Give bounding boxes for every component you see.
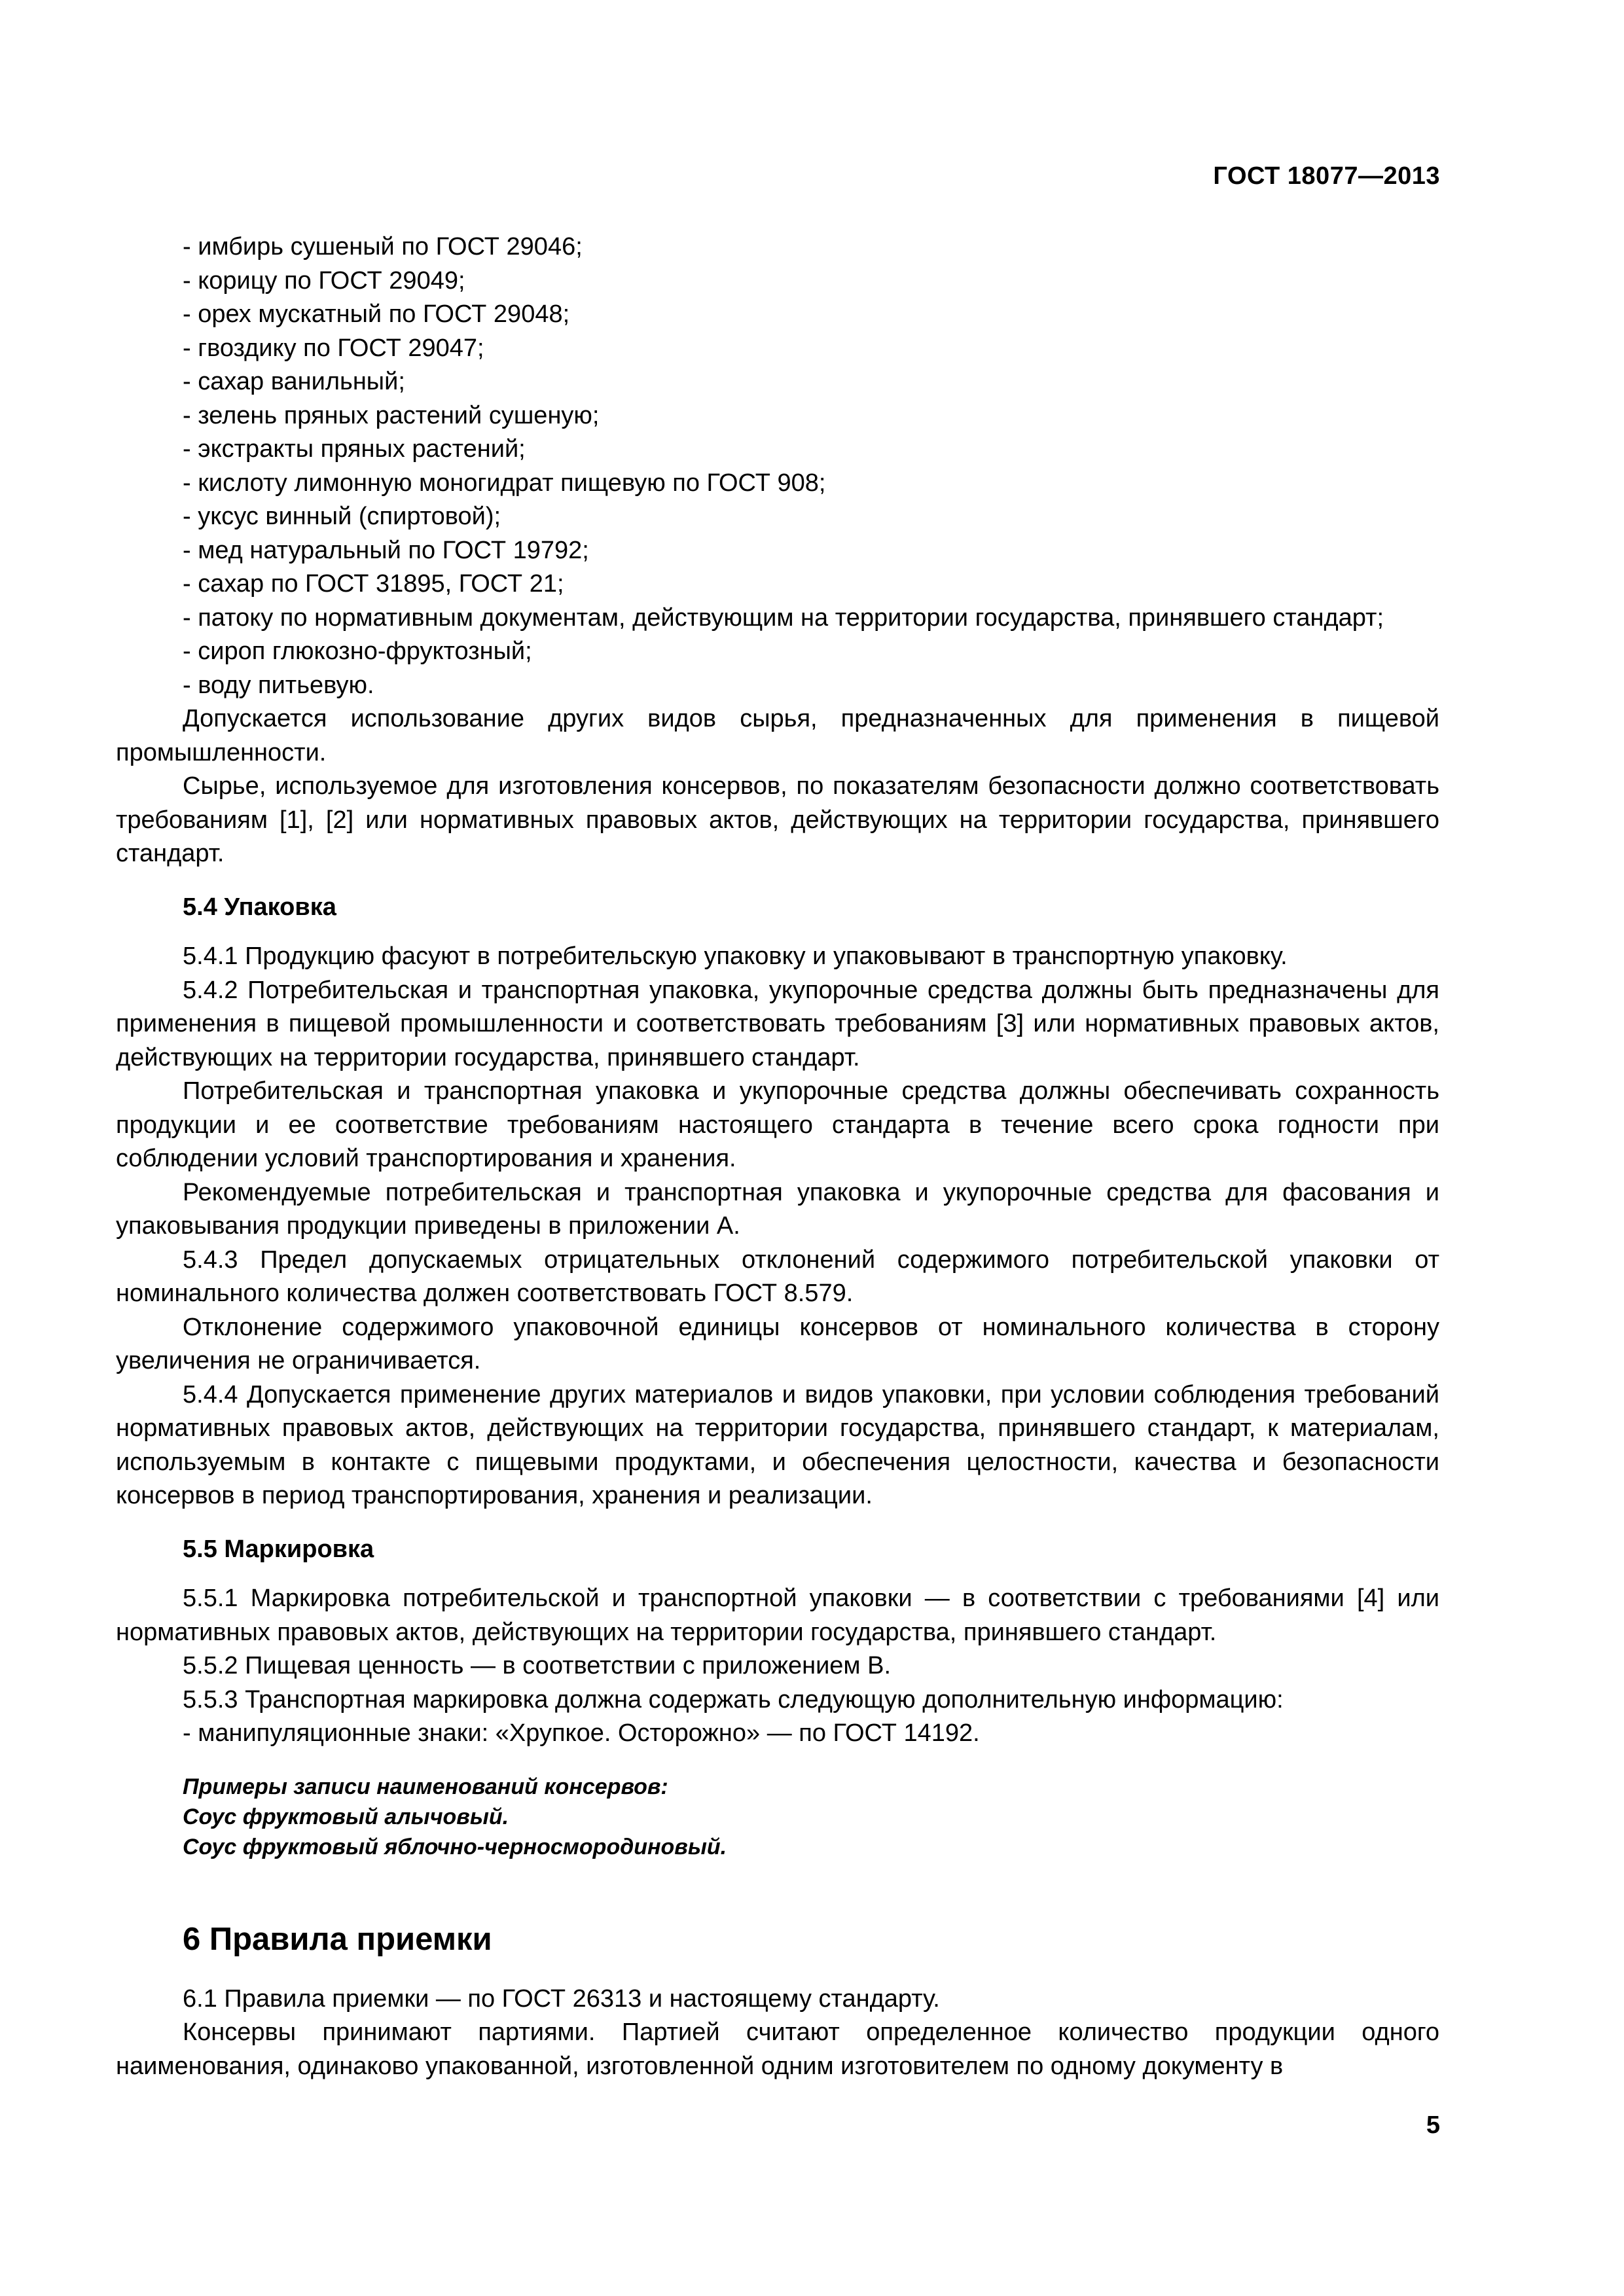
- ingredient-list: [116, 230, 1439, 702]
- paragraph: 5.4.1 Продукцию фасуют в потребительскую упаковку и упаковывают в транспортную упаковку.: [183, 942, 1288, 970]
- section-title-5-5: 5.5 Маркировка: [183, 1535, 374, 1563]
- paragraph: Консервы принимают партиями. Партией считают определенное количество продукции одного наименования, одинаково упакованной, изготовленной одним изготовителем по одному документу в: [116, 2018, 1439, 2080]
- paragraph: Отклонение содержимого упаковочной единицы консервов от номинального количества в сторону увеличения не ограничивается.: [116, 1313, 1439, 1374]
- paragraph: 6.1 Правила приемки — по ГОСТ 26313 и настоящему стандарту.: [183, 1984, 940, 2013]
- list-item: - мед натуральный по ГОСТ 19792;: [183, 536, 589, 564]
- paragraph: 5.4.4 Допускается применение других материалов и видов упаковки, при условии соблюдения требований нормативных правовых актов, действующих на территории государства, принявшего стандарт, к материалам, используемым в контакте с пищевыми продуктами, и обеспечения целостности, качества и безопасности консервов в период транспортирования, хранения и реализации.: [116, 1380, 1439, 1509]
- paragraph: Потребительская и транспортная упаковка и укупорочные средства должны обеспечивать сохранность продукции и ее соответствие требованиям настоящего стандарта в течение всего срока годности при соблюдении условий транспортирования и хранения.: [116, 1077, 1439, 1172]
- paragraph: - манипуляционные знаки: «Хрупкое. Осторожно» — по ГОСТ 14192.: [183, 1719, 980, 1747]
- paragraph: 5.5.3 Транспортная маркировка должна содержать следующую дополнительную информацию:: [183, 1685, 1284, 1713]
- list-item: - корицу по ГОСТ 29049;: [183, 266, 465, 295]
- paragraph: 5.4.3 Предел допускаемых отрицательных отклонений содержимого потребительской упаковки от номинального количества должен соответствовать ГОСТ 8.579.: [116, 1246, 1439, 1307]
- example-item: Соус фруктовый яблочно-черносмородиновый.: [183, 1834, 727, 1859]
- list-item: - сироп глюкозно-фруктозный;: [183, 637, 532, 665]
- section-title-6: 6 Правила приемки: [183, 1921, 492, 1957]
- list-item: - сахар по ГОСТ 31895, ГОСТ 21;: [183, 570, 564, 598]
- paragraph: 5.4.2 Потребительская и транспортная упаковка, укупорочные средства должны быть предназначены для применения в пищевой промышленности и соответствовать требованиям [3] или нормативных правовых актов, действующих на территории государства, принявшего стандарт.: [116, 976, 1439, 1071]
- paragraph: 5.5.2 Пищевая ценность — в соответствии с приложением В.: [183, 1652, 892, 1679]
- paragraph: 5.5.1 Маркировка потребительской и транспортной упаковки — в соответствии с требованиями [4] или нормативных правовых актов, действующих на территории государства, принявшего стандарт.: [116, 1585, 1439, 1646]
- section-title-5-4: 5.4 Упаковка: [183, 893, 336, 921]
- list-item: - гвоздику по ГОСТ 29047;: [183, 334, 484, 362]
- document-code-header: ГОСТ 18077—2013: [1213, 162, 1440, 190]
- list-item: - патоку по нормативным документам, действующим на территории государства, принявшего стандарт;: [183, 603, 1384, 632]
- examples-heading: Примеры записи наименований консервов:: [183, 1774, 668, 1799]
- paragraph: Сырье, используемое для изготовления консервов, по показателям безопасности должно соответствовать требованиям [1], [2] или нормативных правовых актов, действующих на территории государства, принявшего стандарт.: [116, 772, 1439, 867]
- list-item: - воду питьевую.: [183, 671, 374, 699]
- examples-block: [183, 1772, 1439, 1862]
- list-item: - кислоту лимонную моногидрат пищевую по ГОСТ 908;: [183, 469, 826, 497]
- page-body: [116, 230, 1439, 2083]
- example-item: Соус фруктовый алычовый.: [183, 1804, 509, 1829]
- list-item: - имбирь сушеный по ГОСТ 29046;: [183, 233, 583, 260]
- list-item: - уксус винный (спиртовой);: [183, 503, 501, 530]
- paragraph: Рекомендуемые потребительская и транспортная упаковка и укупорочные средства для фасования и упаковывания продукции приведены в приложении А.: [116, 1178, 1439, 1240]
- list-item: - экстракты пряных растений;: [183, 435, 526, 463]
- list-item: - зелень пряных растений сушеную;: [183, 401, 600, 429]
- page-number: 5: [1426, 2111, 1440, 2139]
- list-item: - сахар ванильный;: [183, 368, 405, 395]
- paragraph: Допускается использование других видов сырья, предназначенных для применения в пищевой промышленности.: [116, 705, 1439, 766]
- list-item: - орех мускатный по ГОСТ 29048;: [183, 300, 570, 328]
